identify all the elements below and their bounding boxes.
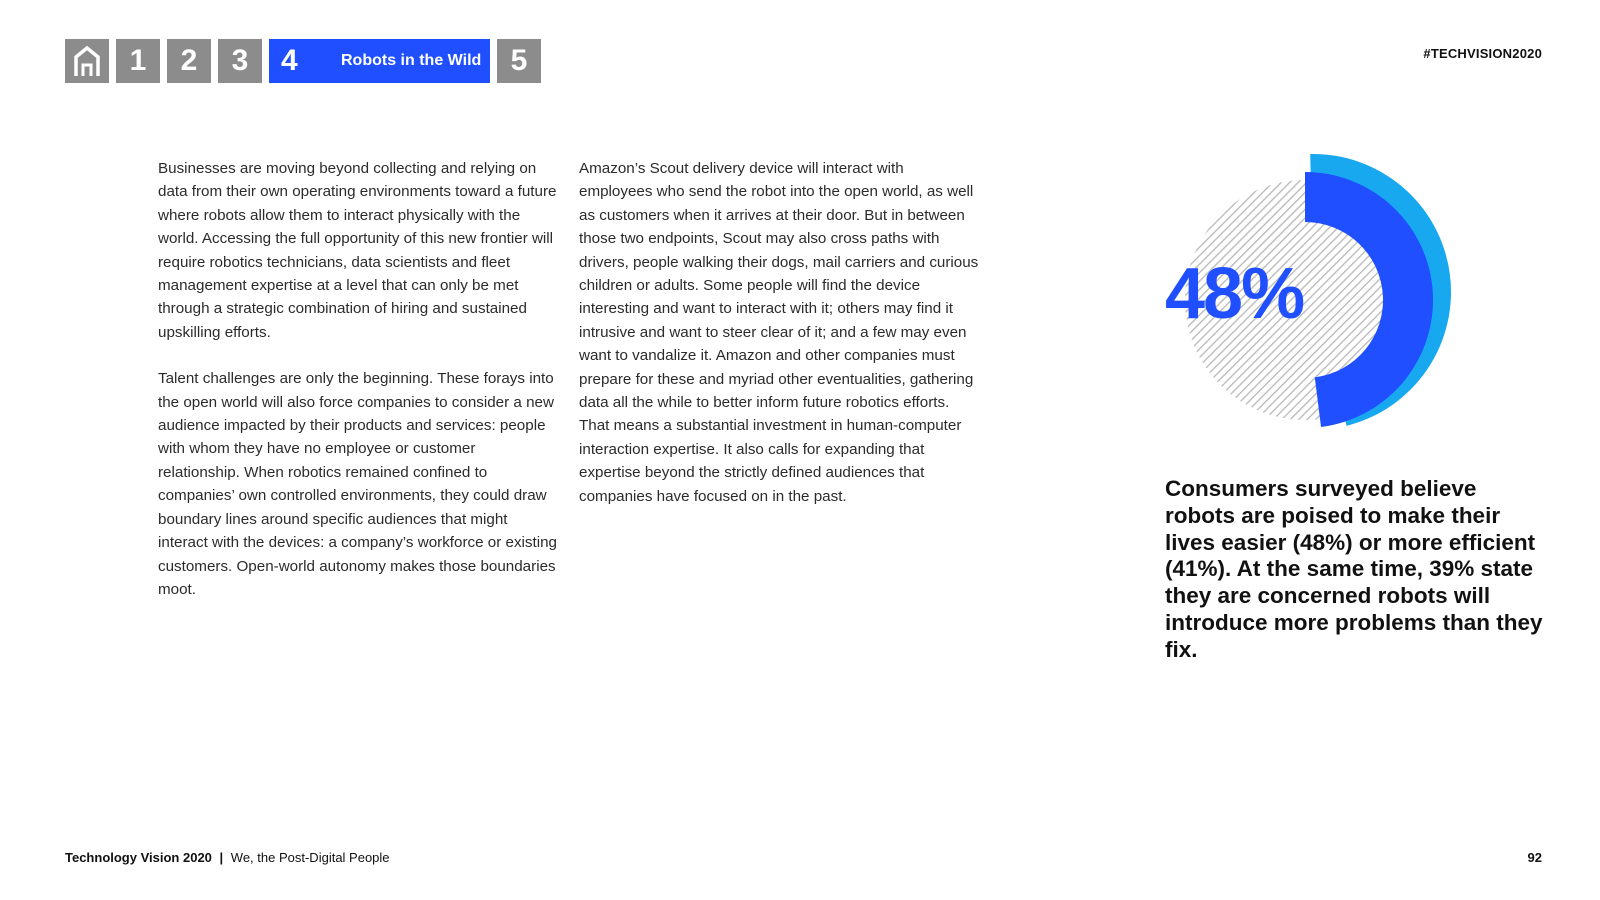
stat-percentage: 48% <box>1165 254 1304 334</box>
nav-section-2-button[interactable]: 2 <box>167 39 211 83</box>
section-nav <box>65 39 541 83</box>
page-number: 92 <box>1527 850 1542 865</box>
body-column-2 <box>579 157 979 531</box>
hashtag-label: #TECHVISION2020 <box>1423 46 1542 61</box>
body-paragraph: Amazon’s Scout delivery device will interact with employees who send the robot into the open world, as well as customers when it arrives at their door. But in between those two endpoints, Scout may also cross paths with drivers, people walking their dogs, mail carriers and curious children or adults. Some people will find the device interesting and want to interact with it; others may find it intrusive and want to steer clear of it; and a few may even want to vandalize it. Amazon and other companies must prepare for these and myriad other eventualities, gathering data all the while to better inform future robotics efforts. That means a substantial investment in human-computer interaction expertise. It also calls for expanding that expertise beyond the strictly defined audiences that companies have focused on in the past. <box>579 160 979 505</box>
home-button[interactable] <box>65 39 109 83</box>
nav-active-number: 4 <box>281 44 298 77</box>
home-icon <box>72 45 102 77</box>
footer-title <box>65 850 390 865</box>
nav-section-3-button[interactable]: 3 <box>218 39 262 83</box>
body-column-1 <box>158 157 558 624</box>
footer-separator: | <box>219 850 224 865</box>
stat-statement: Consumers surveyed believe robots are poised to make their lives easier (48%) or more efficient (41%). At the same time, 39% state they are concerned robots will introduce more problems than they fix. <box>1165 476 1543 662</box>
nav-section-5-button[interactable]: 5 <box>497 39 541 83</box>
nav-section-1-button[interactable]: 1 <box>116 39 160 83</box>
nav-section-4-active-tab[interactable] <box>269 39 490 83</box>
body-paragraph: Talent challenges are only the beginning. These forays into the open world will also force companies to consider a new audience impacted by their products and services: people with whom they have no employee or customer relationship. When robotics remained confined to companies’ own controlled environments, they could draw boundary lines around specific audiences that might interact with the devices: a company’s workforce or existing customers. Open-world autonomy makes those boundaries moot. <box>158 370 557 598</box>
footer-brand: Technology Vision 2020 <box>65 850 212 865</box>
body-paragraph: Businesses are moving beyond collecting and relying on data from their own operating environments toward a future where robots allow them to interact physically with the world. Accessing the full opportunity of this new frontier will require robotics technicians, data scientists and fleet management expertise at a level that can only be met through a strategic combination of hiring and sustained upskilling efforts. <box>158 160 557 341</box>
footer-subtitle: We, the Post-Digital People <box>230 850 390 865</box>
nav-active-title: Robots in the Wild <box>341 52 482 69</box>
